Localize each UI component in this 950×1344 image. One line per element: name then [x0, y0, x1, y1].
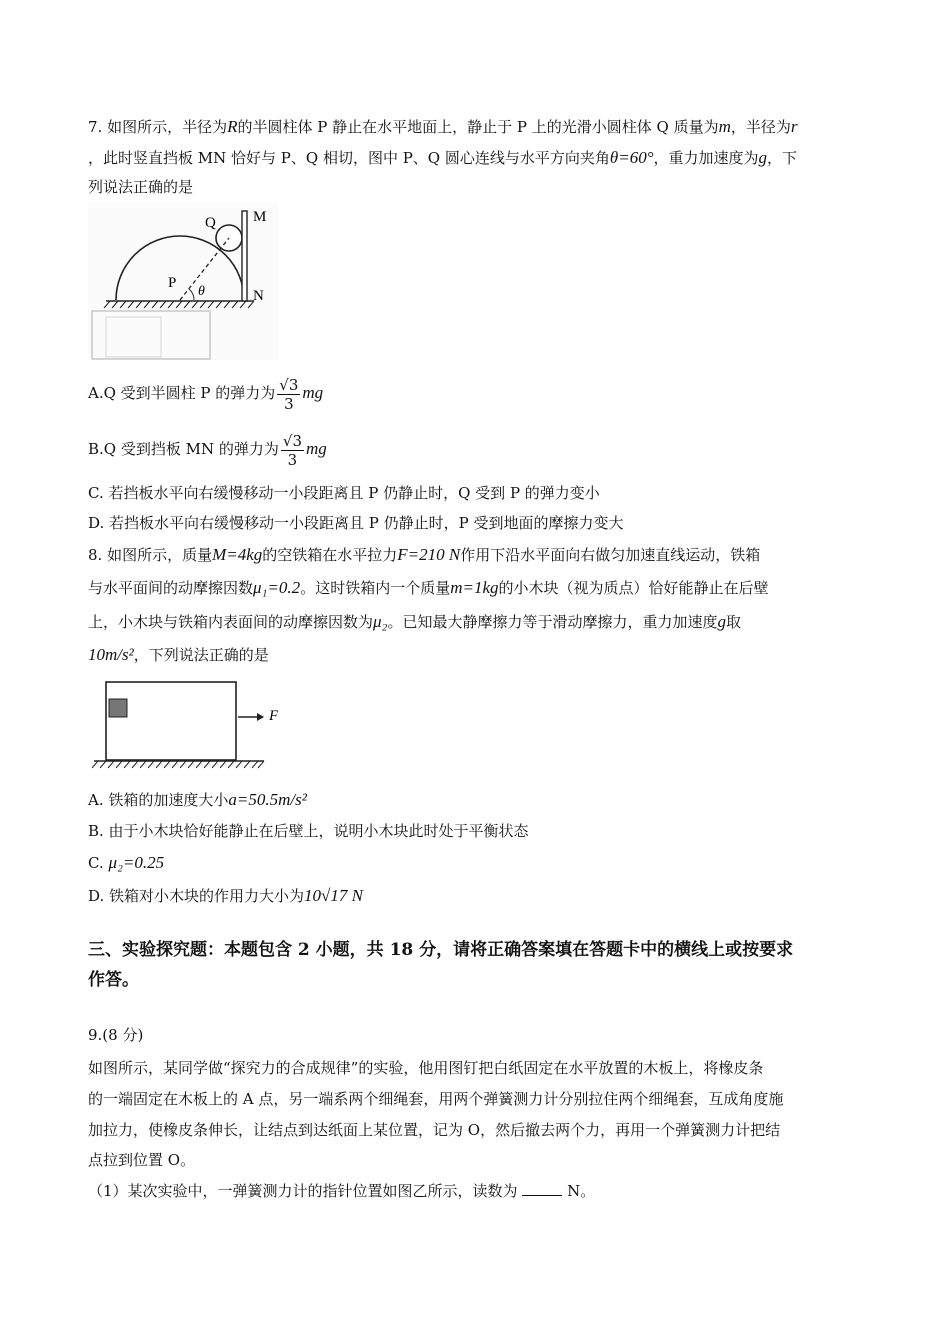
board-mn — [242, 211, 247, 301]
label-theta: θ — [198, 284, 205, 299]
q7-line1: 7. 如图所示，半径为R的半圆柱体 P 静止在水平地面上，静止于 P 上的光滑小圆柱体 Q 质量为m，半径为r — [88, 117, 798, 136]
answer-blank[interactable] — [522, 1181, 562, 1196]
q8-figure — [88, 672, 298, 774]
q8-option-d: D. 铁箱对小木块的作用力大小为10√17 N — [88, 886, 363, 905]
q8-option-c: C. μ₂=0.25 — [88, 853, 165, 872]
q8-option-a: A. 铁箱的加速度大小a=50.5m/s² — [88, 790, 307, 809]
q7-option-b: B.Q 受到挡板 MN 的弹力为 $\frac{√3}{3}$ mg — [88, 431, 327, 469]
q7-option-d: D. 若挡板水平向右缓慢移动一小段距离且 P 仍静止时，P 受到地面的摩擦力变大 — [88, 514, 624, 532]
label-n: N — [253, 288, 264, 304]
q7-line3: 列说法正确的是 — [88, 178, 194, 196]
q9-para-line2: 的一端固定在木板上的 A 点，另一端系两个细绳套，用两个弹簧测力计分别拉住两个细绳套，互成角度施 — [88, 1090, 784, 1108]
q7-option-c: C. 若挡板水平向右缓慢移动一小段距离且 P 仍静止时，Q 受到 P 的弹力变小 — [88, 484, 600, 502]
q9-para-line3: 加拉力，使橡皮条伸长，让结点到达纸面上某位置，记为 O，然后撤去两个力，再用一个弹簧测力计把结 — [88, 1121, 781, 1139]
fig-background-smudge — [88, 203, 278, 361]
q8-option-b: B. 由于小木块恰好能静止在后壁上，说明小木块此时处于平衡状态 — [88, 822, 529, 840]
wood-block — [109, 699, 127, 717]
q8-line3: 上，小木块与铁箱内表面间的动摩擦因数为μ₂。已知最大静摩擦力等于滑动摩擦力，重力加速度g取 — [88, 612, 741, 631]
label-m: M — [253, 209, 267, 225]
q9-para-line1: 如图所示，某同学做“探究力的合成规律”的实验，他用图钉把白纸固定在水平放置的木板上，将橡皮条 — [88, 1059, 764, 1077]
q7-line2: ，此时竖直挡板 MN 恰好与 P、Q 相切，图中 P、Q 圆心连线与水平方向夹角θ=60°，重力加速度为g，下 — [88, 148, 798, 167]
label-q: Q — [205, 215, 216, 231]
q7-figure — [88, 203, 278, 361]
q9-sub1: （1）某次实验中，一弹簧测力计的指针位置如图乙所示，读数为 N。 — [88, 1182, 596, 1200]
q9-header: 9.(8 分) — [88, 1026, 144, 1044]
iron-box — [106, 682, 236, 760]
section-3-heading — [88, 935, 878, 995]
q8-line4: 10m/s²，下列说法正确的是 — [88, 645, 269, 664]
force-arrowhead — [257, 713, 264, 721]
section-3-line1: 三、实验探究题：本题包含 2 小题，共 18 分，请将正确答案填在答题卡中的横线上或按要求 — [88, 940, 794, 960]
label-p: P — [168, 275, 177, 291]
q7-option-a: A.Q 受到半圆柱 P 的弹力为 $\frac{√3}{3}$ mg — [88, 375, 324, 413]
section-3-line2: 作答。 — [88, 970, 139, 990]
q8-line2: 与水平面间的动摩擦因数μ₁=0.2。这时铁箱内一个质量m=1kg的小木块（视为质点）恰好能静止在后壁 — [88, 578, 769, 597]
q8-line1: 8. 如图所示，质量M=4kg的空铁箱在水平拉力F=210 N作用下沿水平面向右做匀加速直线运动，铁箱 — [88, 545, 761, 564]
q9-para-line4: 点拉到位置 O。 — [88, 1151, 196, 1169]
q8-ground-hatch — [92, 761, 264, 768]
label-f: F — [269, 708, 279, 724]
